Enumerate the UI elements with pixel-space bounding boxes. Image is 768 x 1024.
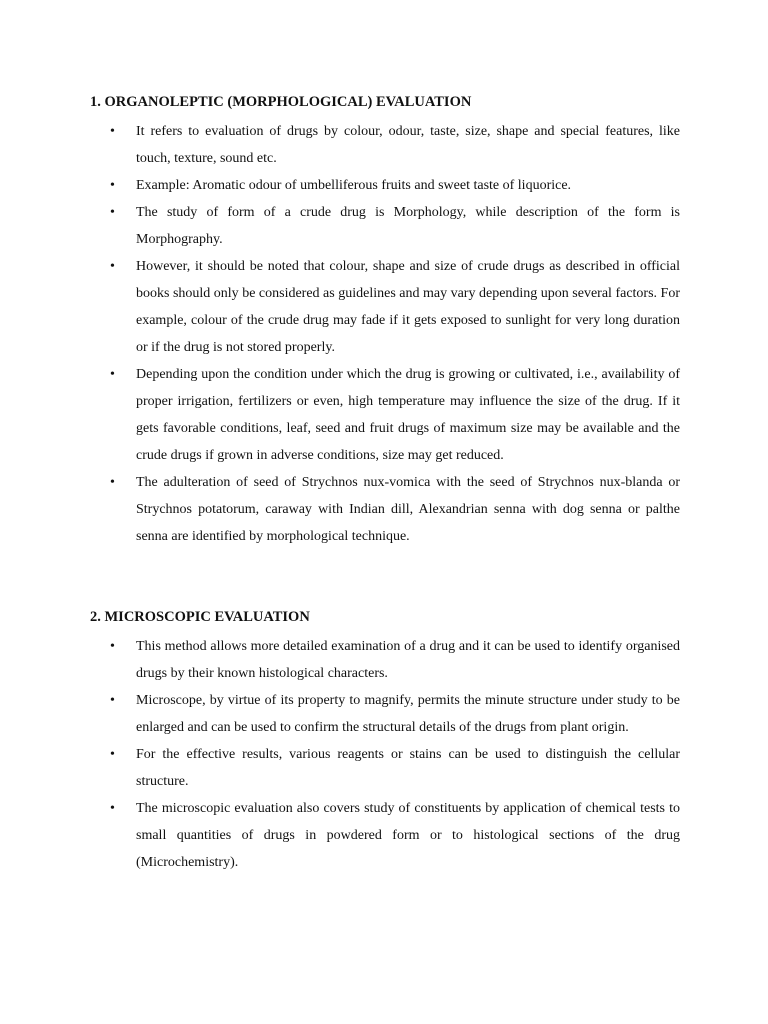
- list-item: [90, 199, 680, 253]
- bullet-icon: •: [110, 801, 115, 816]
- list-item-text: Microscope, by virtue of its property to magnify, permits the minute structure under study to be enlarged and can be used to confirm the structural details of the drugs from plant origin.: [136, 693, 680, 735]
- bullet-icon: •: [110, 693, 115, 708]
- bullet-icon: •: [110, 124, 115, 139]
- list-item-text: For the effective results, various reagents or stains can be used to distinguish the cellular structure.: [136, 747, 680, 789]
- list-item: [90, 469, 680, 550]
- list-item-text: The study of form of a crude drug is Morphology, while description of the form is Morphography.: [136, 205, 680, 247]
- bullet-icon: •: [110, 178, 115, 193]
- list-item: [90, 795, 680, 876]
- list-item-text: Depending upon the condition under which the drug is growing or cultivated, i.e., availability of proper irrigation, fertilizers or even, high temperature may influence the size of the drug. If it gets favorable conditions, leaf, seed and fruit drugs of maximum size may be available and the crude drugs if grown in adverse conditions, size may get reduced.: [136, 367, 680, 463]
- bullet-icon: •: [110, 475, 115, 490]
- list-item: [90, 741, 680, 795]
- bullet-icon: •: [110, 259, 115, 274]
- list-item-text: This method allows more detailed examination of a drug and it can be used to identify organised drugs by their known histological characters.: [136, 639, 680, 681]
- bullet-list: [90, 633, 680, 876]
- list-item-text: Example: Aromatic odour of umbelliferous fruits and sweet taste of liquorice.: [136, 178, 572, 193]
- list-item: [90, 118, 680, 172]
- bullet-icon: •: [110, 747, 115, 762]
- list-item-text: However, it should be noted that colour, shape and size of crude drugs as described in official books should only be considered as guidelines and may vary depending upon several factors. For example, colour of the crude drug may fade if it gets exposed to sunlight for very long duration or if the drug is not stored properly.: [136, 259, 680, 355]
- list-item: [90, 361, 680, 469]
- list-item-text: It refers to evaluation of drugs by colour, odour, taste, size, shape and special features, like touch, texture, sound etc.: [136, 124, 680, 166]
- bullet-icon: •: [110, 639, 115, 654]
- list-item: [90, 253, 680, 361]
- bullet-list: [90, 118, 680, 550]
- list-item: [90, 172, 680, 199]
- list-item-text: The microscopic evaluation also covers study of constituents by application of chemical tests to small quantities of drugs in powdered form or to histological sections of the drug (Microchemistry).: [136, 801, 680, 870]
- section-heading: 1. ORGANOLEPTIC (MORPHOLOGICAL) EVALUATION: [90, 94, 472, 110]
- bullet-icon: •: [110, 367, 115, 382]
- list-item: [90, 687, 680, 741]
- section-organoleptic-evaluation: [90, 92, 680, 550]
- list-item-text: The adulteration of seed of Strychnos nux-vomica with the seed of Strychnos nux-blanda or Strychnos potatorum, caraway with Indian dill, Alexandrian senna with dog senna or palthe senna are identified by morphological technique.: [136, 475, 680, 544]
- section-microscopic-evaluation: [90, 607, 680, 876]
- list-item: [90, 633, 680, 687]
- section-heading: 2. MICROSCOPIC EVALUATION: [90, 609, 310, 625]
- bullet-icon: •: [110, 205, 115, 220]
